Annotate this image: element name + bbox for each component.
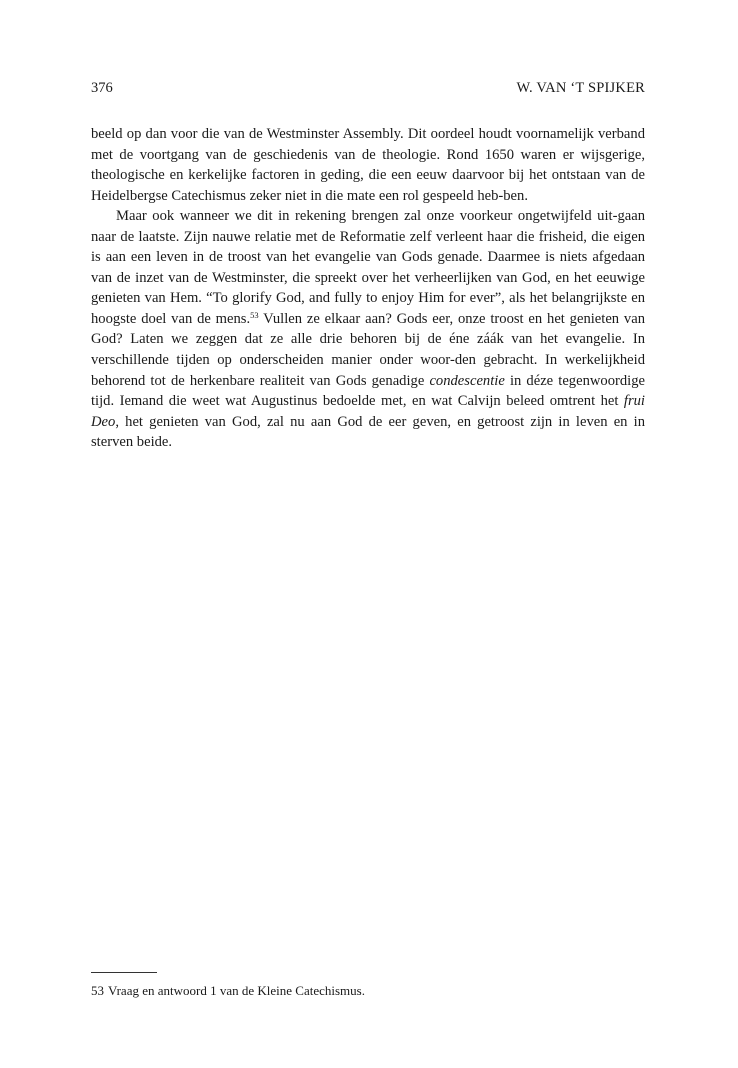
paragraph-2-part-3: in déze tegenwoordige tijd. Iemand die weet wat Augustinus bedoelde met, en wat Calvijn beleed omtrent het — [91, 372, 645, 410]
paragraph-2-part-1: Maar ook wanneer we dit in rekening brengen zal onze voorkeur ongetwijfeld uit-gaan naar de laatste. Zijn nauwe relatie met de Reformatie zelf verleent haar die frisheid, die eigen is aan een leven in de troost van het evangelie van Gods genade. Daarmee is niets afgedaan van de inzet van de Westminster, die spreekt over het verheerlijken van God, en het eeuwige genieten van Hem. “To glorify God, and fully to enjoy Him for ever”, als het belangrijkste en hoogste doel van de mens. — [91, 208, 645, 327]
footnote — [91, 983, 365, 999]
italic-term-frui-deo: frui Deo — [91, 393, 645, 430]
footnote-separator — [91, 972, 157, 973]
paragraph-2-part-2: Vullen ze elkaar aan? Gods eer, onze troost en het genieten van God? Laten we zeggen dat ze alle drie behoren bij de éne záák van het evangelie. In verschillende tijden op onderscheiden manier onder woor-den gebracht. In werkelijkheid behorend tot de herkenbare realiteit van Gods genadige — [91, 310, 645, 389]
body-text — [91, 124, 645, 453]
paragraph-2 — [91, 206, 645, 453]
paragraph-1: beeld op dan voor die van de Westminster Assembly. Dit oordeel houdt voornamelijk verband met de voortgang van de geschiedenis van de theologie. Rond 1650 waren er wijsgerige, theologische en kerkelijke factoren in geding, die een eeuw daarvoor bij het ontstaan van de Heidelbergse Catechismus zeker niet in die mate een rol gespeeld heb-ben. — [91, 126, 645, 204]
footnote-text: Vraag en antwoord 1 van de Kleine Catechismus. — [108, 983, 365, 998]
running-head-author: W. VAN ‘T SPIJKER — [516, 80, 645, 96]
paragraph-2-part-4: , het genieten van God, zal nu aan God de eer geven, en getroost zijn in leven en in sterven beide. — [91, 413, 645, 451]
footnote-number: 53 — [91, 983, 104, 998]
italic-term-condescentie: condescentie — [429, 372, 505, 389]
footnote-reference: 53 — [250, 309, 259, 320]
page-number: 376 — [91, 80, 113, 96]
